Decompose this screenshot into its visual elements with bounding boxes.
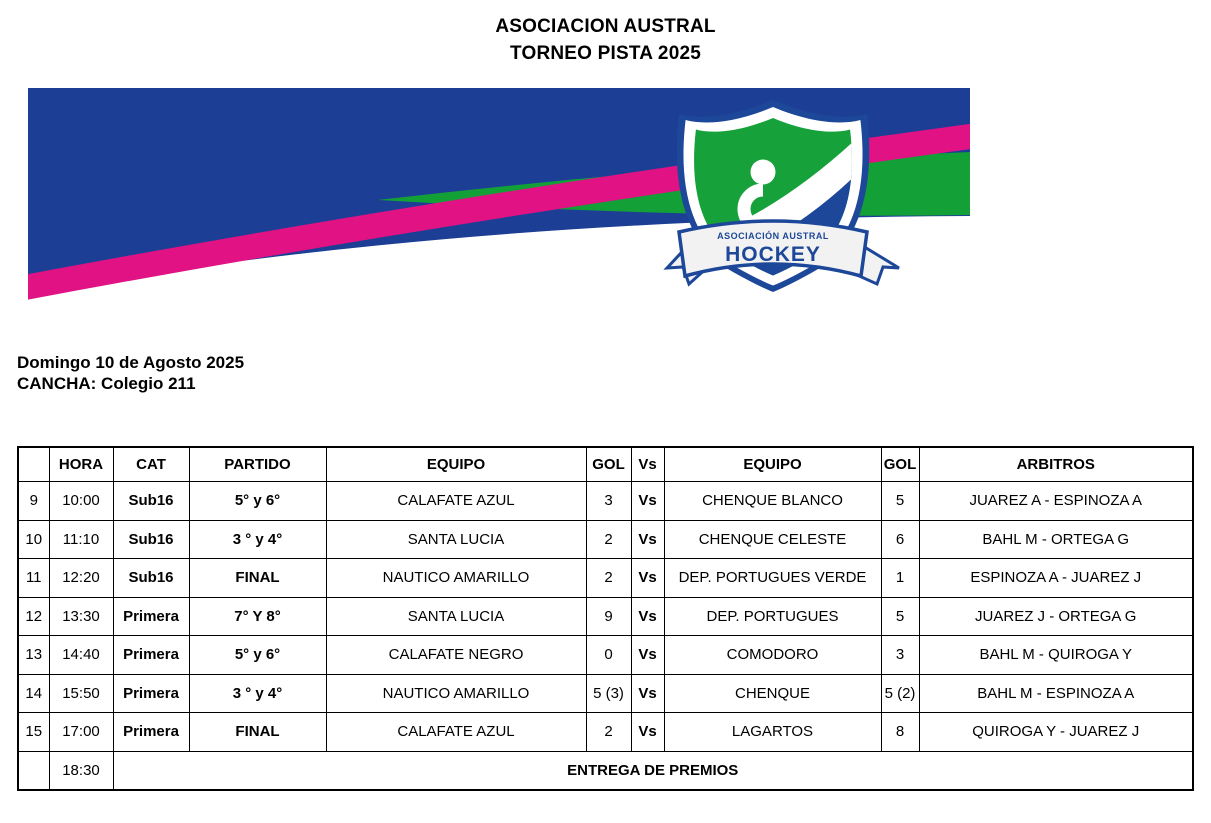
schedule-table (17, 446, 1194, 791)
cat-cell: Sub16 (113, 520, 189, 559)
gol-visitante-cell: 5 (881, 482, 919, 521)
equipo-local-cell: NAUTICO AMARILLO (326, 674, 586, 713)
partido-cell: FINAL (189, 559, 326, 598)
event-date: Domingo 10 de Agosto 2025 (17, 353, 245, 372)
vs-cell: Vs (631, 636, 664, 675)
gol-visitante-cell: 5 (881, 597, 919, 636)
awards-ceremony-cell: ENTREGA DE PREMIOS (113, 751, 1193, 790)
vs-cell: Vs (631, 559, 664, 598)
match-row (18, 713, 1193, 752)
arbitros-cell: ESPINOZA A - JUAREZ J (919, 559, 1193, 598)
arbitros-cell: BAHL M - QUIROGA Y (919, 636, 1193, 675)
hora-cell: 17:00 (49, 713, 113, 752)
gol-visitante-cell: 6 (881, 520, 919, 559)
vs-cell: Vs (631, 597, 664, 636)
ribbon-sport-text: HOCKEY (725, 243, 821, 266)
partido-cell: 3 ° y 4° (189, 520, 326, 559)
match-row (18, 674, 1193, 713)
gol-visitante-cell: 5 (2) (881, 674, 919, 713)
awards-row (18, 751, 1193, 790)
arbitros-cell: JUAREZ J - ORTEGA G (919, 597, 1193, 636)
gol-local-cell: 9 (586, 597, 631, 636)
hora-cell: 14:40 (49, 636, 113, 675)
match-number: 9 (18, 482, 49, 521)
gol-local-cell: 2 (586, 559, 631, 598)
event-info (17, 352, 244, 394)
equipo-local-cell: SANTA LUCIA (326, 597, 586, 636)
hora-cell: 12:20 (49, 559, 113, 598)
match-number: 10 (18, 520, 49, 559)
match-number: 13 (18, 636, 49, 675)
page-title (0, 13, 1211, 67)
header-gol-visitante: GOL (881, 447, 919, 482)
partido-cell: 5° y 6° (189, 482, 326, 521)
vs-cell: Vs (631, 520, 664, 559)
arbitros-cell: BAHL M - ESPINOZA A (919, 674, 1193, 713)
gol-visitante-cell: 1 (881, 559, 919, 598)
cat-cell: Primera (113, 636, 189, 675)
header-partido: PARTIDO (189, 447, 326, 482)
equipo-local-cell: CALAFATE NEGRO (326, 636, 586, 675)
match-row (18, 559, 1193, 598)
header-arbitros: ARBITROS (919, 447, 1193, 482)
gol-visitante-cell: 3 (881, 636, 919, 675)
gol-local-cell: 5 (3) (586, 674, 631, 713)
equipo-visitante-cell: COMODORO (664, 636, 881, 675)
gol-visitante-cell: 8 (881, 713, 919, 752)
hora-cell: 13:30 (49, 597, 113, 636)
vs-cell: Vs (631, 482, 664, 521)
match-row (18, 482, 1193, 521)
gol-local-cell: 3 (586, 482, 631, 521)
arbitros-cell: JUAREZ A - ESPINOZA A (919, 482, 1193, 521)
vs-cell: Vs (631, 713, 664, 752)
event-venue: CANCHA: Colegio 211 (17, 374, 196, 393)
match-row (18, 597, 1193, 636)
partido-cell: 3 ° y 4° (189, 674, 326, 713)
match-row (18, 636, 1193, 675)
header-num (18, 447, 49, 482)
cat-cell: Primera (113, 597, 189, 636)
header-gol-local: GOL (586, 447, 631, 482)
association-logo (663, 90, 903, 325)
equipo-local-cell: SANTA LUCIA (326, 520, 586, 559)
cat-cell: Sub16 (113, 559, 189, 598)
vs-cell: Vs (631, 674, 664, 713)
equipo-local-cell: CALAFATE AZUL (326, 713, 586, 752)
equipo-local-cell: NAUTICO AMARILLO (326, 559, 586, 598)
title-line-association: ASOCIACION AUSTRAL (495, 16, 716, 37)
match-number: 11 (18, 559, 49, 598)
header-vs: Vs (631, 447, 664, 482)
ball-icon (751, 160, 776, 185)
hora-cell: 18:30 (49, 751, 113, 790)
hora-cell: 15:50 (49, 674, 113, 713)
equipo-visitante-cell: CHENQUE BLANCO (664, 482, 881, 521)
equipo-visitante-cell: CHENQUE CELESTE (664, 520, 881, 559)
hora-cell: 10:00 (49, 482, 113, 521)
cat-cell: Primera (113, 713, 189, 752)
header-hora: HORA (49, 447, 113, 482)
match-number: 14 (18, 674, 49, 713)
header-cat: CAT (113, 447, 189, 482)
partido-cell: FINAL (189, 713, 326, 752)
match-row (18, 520, 1193, 559)
equipo-visitante-cell: CHENQUE (664, 674, 881, 713)
equipo-local-cell: CALAFATE AZUL (326, 482, 586, 521)
equipo-visitante-cell: DEP. PORTUGUES (664, 597, 881, 636)
cat-cell: Primera (113, 674, 189, 713)
partido-cell: 5° y 6° (189, 636, 326, 675)
match-number: 15 (18, 713, 49, 752)
header-equipo-visitante: EQUIPO (664, 447, 881, 482)
arbitros-cell: BAHL M - ORTEGA G (919, 520, 1193, 559)
header-equipo-local: EQUIPO (326, 447, 586, 482)
gol-local-cell: 2 (586, 520, 631, 559)
header-banner (28, 88, 970, 323)
partido-cell: 7° Y 8° (189, 597, 326, 636)
gol-local-cell: 0 (586, 636, 631, 675)
ribbon-association-text: ASOCIACIÓN AUSTRAL (717, 231, 829, 241)
match-number (18, 751, 49, 790)
equipo-visitante-cell: DEP. PORTUGUES VERDE (664, 559, 881, 598)
equipo-visitante-cell: LAGARTOS (664, 713, 881, 752)
gol-local-cell: 2 (586, 713, 631, 752)
header-row (18, 447, 1193, 482)
hora-cell: 11:10 (49, 520, 113, 559)
cat-cell: Sub16 (113, 482, 189, 521)
match-number: 12 (18, 597, 49, 636)
arbitros-cell: QUIROGA Y - JUAREZ J (919, 713, 1193, 752)
title-line-tournament: TORNEO PISTA 2025 (510, 43, 701, 64)
